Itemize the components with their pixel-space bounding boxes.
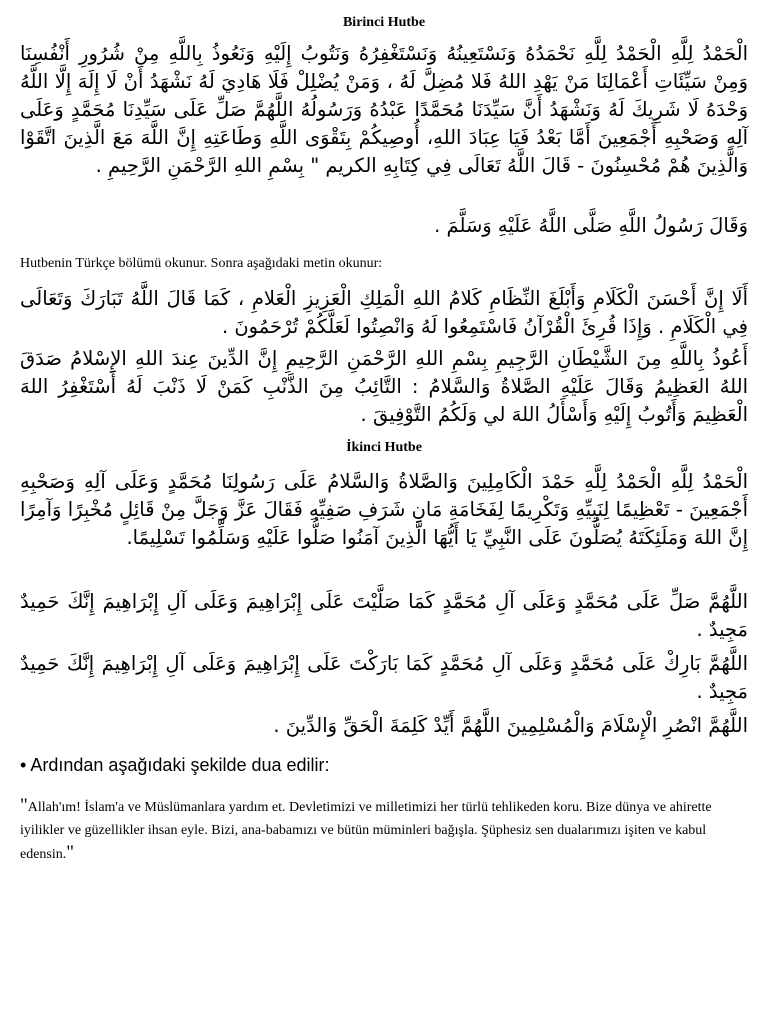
second-sermon-paragraph-1: الْحَمْدُ لِلَّهِ الْحَمْدُ لِلَّهِ حَمْدَ الْكَامِلِينَ وَالصَّلاةُ وَالسَّلامُ عَلَى رَسُولِنَا مُحَمَّدٍ وَعَلَى آلِهِ وَصَحْبِهِ أَجْمَعِينَ - تَعْظِيمًا لِنَبِيِّهِ وَتَكْرِيمًا لِفَخَامَةِ مَانِ شَرَفِ صَفِيِّهِ فَقَالَ عَزَّ وَجَلَّ مِنْ قَائِلٍ مُخْبِرًا وَآمِرًا إِنَّ اللهَ وَمَلَئِكَتَهُ يُصَلُّونَ عَلَى النَّبِيِّ يَا أَيُّهَا الَّذِينَ آمَنُوا صَلُّوا عَلَيْهِ وَسَلِّمُوا تَسْلِيمًا.	[20, 470, 748, 549]
open-quote: "	[20, 795, 28, 816]
dua-text: Allah'ım! İslam'a ve Müslümanlara yardım et. Devletimizi ve milletimizi her türlü tehlikeden koru. Bize dünya ve ahirette iyilikler ve güzellikler ihsan eyle. Bizi, ana-babamızı ve bütün müminleri bağışla. Şüphesiz sen dualarımızı işiten ve kabul edensin.	[20, 800, 712, 862]
second-sermon-title: İkinci Hutbe	[346, 440, 422, 455]
close-quote: "	[66, 842, 75, 863]
dua-instruction-text: Ardından aşağıdaki şekilde dua edilir:	[30, 755, 330, 775]
turkish-section-note: Hutbenin Türkçe bölümü okunur. Sonra aşağıdaki metin okunur:	[20, 256, 383, 271]
dua-instruction	[20, 755, 330, 776]
first-sermon-paragraph-2: وَقَالَ رَسُولُ اللَّهِ صَلَّى اللَّهُ عَلَيْهِ وَسَلَّمَ .	[434, 214, 748, 237]
first-sermon-paragraph-4: أَعُوذُ بِاللَّهِ مِنَ الشَّيْطَانِ الرَّجِيمِ بِسْمِ اللهِ الرَّحْمَنِ الرَّحِيمِ إِنَّ الدِّينَ عِندَ اللهِ الإِسْلامُ صَدَقَ اللهُ العَظِيمُ وَقَالَ عَلَيْهِ الصَّلاةُ وَالسَّلامُ : التَّائِبُ مِنَ الذَّنْبِ كَمَنْ لَا ذَنْبَ لَهُ أَسْتَغْفِرُ اللهَ الْعَظِيمَ وَأَتُوبُ إِلَيْهِ وَأَسْأَلُ اللهَ لي وَلَكُمُ التَّوْفِيقَ .	[20, 347, 748, 426]
first-sermon-paragraph-3: أَلَا إِنَّ أَحْسَنَ الْكَلَامِ وَأَبْلَغَ النِّظَامِ كَلامُ اللهِ الْمَلِكِ الْعَزِيزِ الْعَلامِ ، كَمَا قَالَ اللَّهُ تَبَارَكَ وَتَعَالَى فِي الْكَلَامِ . وَإِذَا قُرِئَ الْقُرْآنُ فَاسْتَمِعُوا لَهُ وَانْصِتُوا لَعَلَّكُمْ تُرْحَمُونَ .	[20, 287, 748, 338]
bullet-icon: •	[20, 755, 27, 775]
second-sermon-paragraph-3: اللَّهُمَّ بَارِكْ عَلَى مُحَمَّدٍ وَعَلَى آلِ مُحَمَّدٍ كَمَا بَارَكْتَ عَلَى إِبْرَاهِيمَ وَعَلَى آلِ إِبْرَاهِيمَ إِنَّكَ حَمِيدٌ مَجِيدٌ .	[20, 652, 748, 703]
second-sermon-paragraph-2: اللَّهُمَّ صَلِّ عَلَى مُحَمَّدٍ وَعَلَى آلِ مُحَمَّدٍ كَمَا صَلَّيْتَ عَلَى إِبْرَاهِيمَ وَعَلَى آلِ إِبْرَاهِيمَ إِنَّكَ حَمِيدٌ مَجِيدٌ .	[20, 590, 748, 641]
first-sermon-paragraph-1: الْحَمْدُ لِلَّهِ الْحَمْدُ لِلَّهِ نَحْمَدُهُ وَنَسْتَعِينُهُ وَنَسْتَغْفِرُهُ وَنَتُوبُ إِلَيْهِ وَنَعُوذُ بِاللَّهِ مِنْ شُرُورِ أَنْفُسِنَا وَمِنْ سَيِّئَاتِ أَعْمَالِنَا مَنْ يَهْدِ اللهُ فَلا مُضِلَّ لَهُ ، وَمَنْ يُضْلِلْ فَلَا هَادِيَ لَهُ نَشْهَدُ أَنْ لَا إِلَهَ إِلَّا اللَّهُ وَحْدَهُ لَا شَرِيكَ لَهُ وَنَشْهَدُ أَنَّ سَيِّدَنَا مُحَمَّدًا عَبْدُهُ وَرَسُولُهُ اللَّهُمَّ صَلِّ عَلَى سَيِّدِنَا مُحَمَّدٍ وَعَلَى آلِهِ وَصَحْبِهِ أَجْمَعِينَ أَمَّا بَعْدُ فَيَا عِبَادَ اللهِ، أُوصِيكُمْ بِتَقْوَى اللَّهِ وَطَاعَتِهِ إِنَّ اللَّهَ مَعَ الَّذِينَ اتَّقَوْا وَالَّذِينَ هُمْ مُحْسِنُونَ - قَالَ اللَّهُ تَعَالَى فِي كِتَابِهِ الكريم " بِسْمِ اللهِ الرَّحْمَنِ الرَّحِيمِ .	[20, 42, 748, 177]
dua-quote	[20, 795, 750, 867]
second-sermon-paragraph-4: اللَّهُمَّ انْصُرِ الْإِسْلَامَ وَالْمُسْلِمِينَ اللَّهُمَّ أَيِّدْ كَلِمَةَ الْحَقِّ وَالدِّينَ .	[273, 714, 748, 737]
first-sermon-title: Birinci Hutbe	[342, 15, 426, 30]
